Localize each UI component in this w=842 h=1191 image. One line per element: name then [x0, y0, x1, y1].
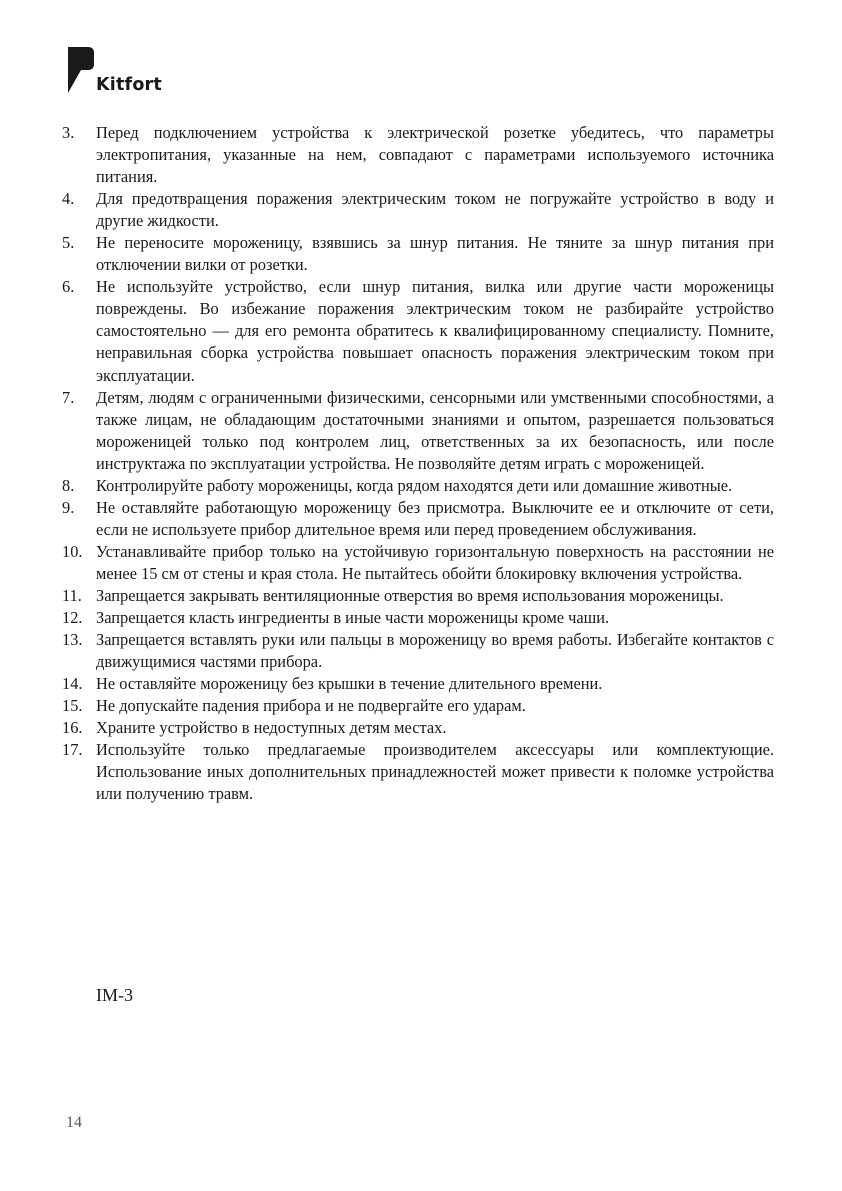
item-text: Используйте только предлагаемые производителем аксессуары или комплектующие. Использование иных дополнительных принадлежностей может привести к поломке устройства или получению травм. — [96, 740, 774, 804]
list-item — [62, 629, 774, 673]
item-text: Храните устройство в недоступных детям местах. — [96, 718, 447, 738]
item-text: Для предотвращения поражения электрическим током не погружайте устройство в воду и другие жидкости. — [96, 189, 774, 231]
item-number: 17. — [62, 740, 83, 760]
item-number: 8. — [62, 475, 75, 495]
item-number: 4. — [62, 189, 75, 209]
item-number: 3. — [62, 123, 75, 142]
list-item — [62, 387, 774, 475]
item-number: 12. — [62, 608, 83, 628]
item-number: 6. — [62, 277, 75, 297]
item-text: Устанавливайте прибор только на устойчивую горизонтальную поверхность на расстоянии не менее 15 см от стены и края стола. Не пытайтесь обойти блокировку включения устройства. — [96, 541, 774, 583]
list-item — [62, 739, 774, 805]
list-item — [62, 717, 774, 739]
item-text: Не допускайте падения прибора и не подвергайте его ударам. — [96, 696, 526, 716]
list-item — [62, 276, 774, 386]
item-number: 13. — [62, 630, 83, 650]
safety-instructions-list — [62, 122, 774, 805]
item-text: Не оставляйте работающую мороженицу без присмотра. Выключите ее и отключите от сети, если не используете прибор длительное время или перед проведением обслуживания. — [96, 497, 774, 539]
item-text: Детям, людям с ограниченными физическими, сенсорными или умственными способностями, а также лицам, не обладающим достаточными знаниями и опытом, разрешается пользоваться мороженицей только под контролем лиц, ответственных за их безопасность, или после инструктажа по эксплуатации устройства. Не позволяйте детям играть с мороженицей. — [96, 387, 774, 473]
item-number: 14. — [62, 674, 83, 694]
list-item — [62, 497, 774, 541]
kitfort-flag-logo-icon — [68, 47, 94, 93]
item-text: Запрещается вставлять руки или пальцы в мороженицу во время работы. Избегайте контактов с движущимися частями прибора. — [96, 630, 774, 672]
item-number: 7. — [62, 387, 75, 407]
item-text: Запрещается класть ингредиенты в иные части мороженицы кроме чаши. — [96, 608, 610, 628]
list-item — [62, 232, 774, 276]
item-number: 15. — [62, 696, 83, 716]
list-item — [62, 673, 774, 695]
item-number: 9. — [62, 497, 75, 517]
item-text: Запрещается закрывать вентиляционные отверстия во время использования мороженицы. — [96, 585, 724, 605]
item-text: Не оставляйте мороженицу без крышки в течение длительного времени. — [96, 674, 603, 694]
list-item — [62, 607, 774, 629]
list-item — [62, 475, 774, 497]
item-text: Не используйте устройство, если шнур питания, вилка или другие части мороженицы повреждены. Во избежание поражения электрическим током не разбирайте устройство самостоятельно — для его ремонта обратитесь к квалифицированному специалисту. Помните, неправильная сборка устройства повышает опасность поражения электрическим током при эксплуатации. — [96, 277, 774, 385]
item-text: Не переносите мороженицу, взявшись за шнур питания. Не тяните за шнур питания при отключении вилки от розетки. — [96, 233, 774, 275]
list-item — [62, 122, 774, 188]
brand-logo — [68, 47, 178, 99]
model-code: IM-3 — [96, 985, 133, 1005]
page-number: 14 — [66, 1114, 82, 1131]
item-number: 11. — [62, 585, 82, 605]
item-text: Перед подключением устройства к электрической розетке убедитесь, что параметры электропитания, указанные на нем, совпадают с параметрами используемого источника питания. — [96, 123, 774, 187]
list-item — [62, 541, 774, 585]
item-text: Контролируйте работу мороженицы, когда рядом находятся дети или домашние животные. — [96, 475, 733, 495]
item-number: 5. — [62, 233, 75, 253]
list-item — [62, 585, 774, 607]
item-number: 10. — [62, 541, 83, 561]
list-item — [62, 695, 774, 717]
brand-name: Kitfort — [96, 75, 162, 95]
list-item — [62, 188, 774, 232]
item-number: 16. — [62, 718, 83, 738]
